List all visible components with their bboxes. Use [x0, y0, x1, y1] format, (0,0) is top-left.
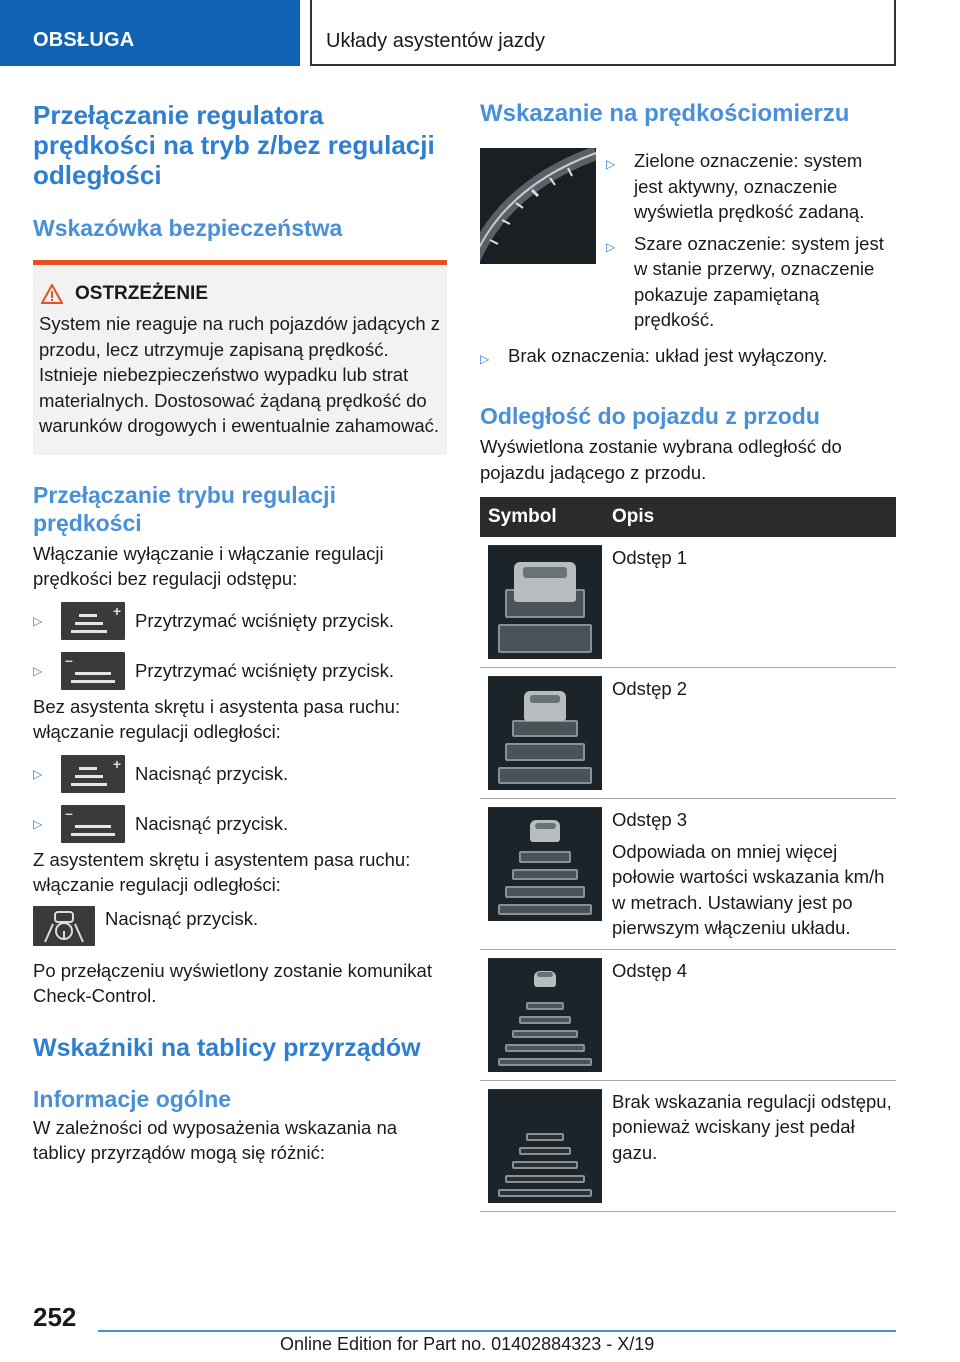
- arrow-icon: ▷: [33, 816, 43, 831]
- general-heading: Informacje ogólne: [33, 1085, 232, 1112]
- symbol-cell: [480, 1080, 604, 1211]
- noassist-intro: Bez asystenta skrętu i asystenta pasa ruchu: włączanie regulacji odległości:: [33, 695, 401, 742]
- table-row: [480, 668, 896, 799]
- warning-label: OSTRZEŻENIE: [75, 283, 209, 304]
- list-item: [33, 602, 447, 640]
- distance-minus-icon: –: [61, 805, 125, 843]
- row-desc: Odpowiada on mniej więcej połowie wartości wskazania km/h w metrach. Ustawiany jest po pierwszym włączeniu układu.: [612, 840, 885, 938]
- left-column: [33, 100, 447, 1166]
- warning-text: System nie reaguje na ruch pojazdów jadących z przodu, lecz utrzymuje zapisaną prędkość. Istnieje niebezpieczeństwo wypadku lub strat materialnych. Dostosować żądaną prędkość do warunków drogowych i ewentualnie zahamować.: [39, 313, 441, 436]
- distance-table: [480, 497, 896, 1212]
- distance-plus-icon: +: [61, 755, 125, 793]
- distance-text: Wyświetlona zostanie wybrana odległość do pojazdu jadącego z przodu.: [480, 436, 842, 483]
- list-item-text: Brak oznaczenia: układ jest wyłączony.: [508, 344, 828, 366]
- speedo-block: [480, 148, 896, 333]
- list-item-text: Szare oznaczenie: system jest w stanie przerwy, oznaczenie pokazuje zapamiętaną prędkość.: [634, 232, 884, 330]
- assist-item: [33, 906, 447, 946]
- desc-cell: [604, 799, 896, 950]
- warning-icon: [41, 284, 63, 304]
- desc-cell: [604, 537, 896, 668]
- list-item-text: Nacisnąć przycisk.: [135, 762, 289, 784]
- list-item-text: Nacisnąć przycisk.: [135, 812, 289, 834]
- list-item-text: Przytrzymać wciśnięty przycisk.: [135, 659, 395, 681]
- arrow-icon: ▷: [606, 239, 616, 254]
- general-text: W zależności od wyposażenia wskazania na tablicy przyrządów mogą się różnić:: [33, 1116, 398, 1163]
- after-text: Po przełączeniu wyświetlony zostanie komunikat Check-Control.: [33, 959, 432, 1006]
- list-item-text: Przytrzymać wciśnięty przycisk.: [135, 609, 395, 631]
- edition-text: Online Edition for Part no. 01402884323 - X/19: [280, 1334, 655, 1354]
- table-row: [480, 949, 896, 1080]
- distance-symbol-icon: [488, 958, 602, 1072]
- distance-symbol-icon: [488, 676, 602, 790]
- mode-heading: Przełączanie trybu regulacji prędkości: [33, 481, 336, 536]
- table-row: [480, 537, 896, 668]
- row-title: Odstęp 2: [612, 678, 688, 699]
- chapter-box: [312, 0, 896, 66]
- section-label: OBSŁUGA: [33, 29, 135, 51]
- table-row: [480, 1080, 896, 1211]
- row-title: Odstęp 4: [612, 959, 688, 981]
- section-tab: [0, 0, 300, 66]
- distance-symbol-icon: [488, 807, 602, 921]
- speedo-list: [606, 148, 896, 333]
- table-row: [480, 799, 896, 950]
- distance-minus-icon: –: [61, 652, 125, 690]
- right-column: [480, 100, 896, 1212]
- indicators-heading: Wskaźniki na tablicy przyrządów: [33, 1033, 421, 1062]
- warning-box: [33, 260, 447, 455]
- symbol-cell: [480, 949, 604, 1080]
- col-desc: Opis: [604, 497, 896, 537]
- row-title: Odstęp 3: [612, 809, 688, 830]
- distance-plus-icon: +: [61, 602, 125, 640]
- assist-steering-icon: [33, 906, 95, 946]
- arrow-icon: ▷: [33, 663, 43, 678]
- footer-rule: [98, 1330, 896, 1332]
- warning-title: [41, 283, 441, 305]
- arrow-icon: ▷: [606, 157, 616, 171]
- speedo-heading: Wskazanie na prędkościomierzu: [480, 100, 850, 127]
- safety-heading: Wskazówka bezpieczeństwa: [33, 215, 343, 241]
- list-item: [33, 652, 447, 690]
- desc-cell: [604, 1080, 896, 1211]
- distance-symbol-icon: [488, 1089, 602, 1203]
- symbol-cell: [480, 799, 604, 950]
- list-item: [480, 343, 896, 373]
- assist-intro: Z asystentem skrętu i asystentem pasa ruchu: włączanie regulacji odległości:: [33, 848, 411, 895]
- list-item: [33, 805, 447, 843]
- speedometer-image: [480, 148, 596, 264]
- list-item: [33, 755, 447, 793]
- list-item: [606, 231, 896, 333]
- chapter-label: Układy asystentów jazdy: [326, 30, 545, 52]
- distance-symbol-icon: [488, 545, 602, 659]
- assist-item-text: Nacisnąć przycisk.: [105, 907, 259, 929]
- row-title: Odstęp 1: [612, 547, 688, 568]
- list-item-text: Zielone oznaczenie: system jest aktywny, oznaczenie wyświetla prędkość zadaną.: [634, 150, 865, 222]
- desc-cell: [604, 668, 896, 799]
- page-number: 252: [33, 1302, 77, 1332]
- row-title: Brak wskazania regulacji odstępu, ponieważ wciskany jest pedał gazu.: [612, 1090, 892, 1163]
- list-item: [606, 148, 896, 225]
- desc-cell: [604, 949, 896, 1080]
- arrow-icon: ▷: [480, 351, 490, 366]
- mode-intro: Włączanie wyłączanie i włączanie regulacji prędkości bez regulacji odstępu:: [33, 542, 384, 589]
- page-title: Przełączanie regulatora prędkości na tryb z/bez regulacji odległości: [33, 100, 435, 190]
- symbol-cell: [480, 537, 604, 668]
- distance-heading: Odległość do pojazdu z przodu: [480, 403, 820, 429]
- symbol-cell: [480, 668, 604, 799]
- arrow-icon: ▷: [33, 613, 43, 628]
- col-symbol: Symbol: [480, 497, 604, 537]
- arrow-icon: ▷: [33, 766, 43, 781]
